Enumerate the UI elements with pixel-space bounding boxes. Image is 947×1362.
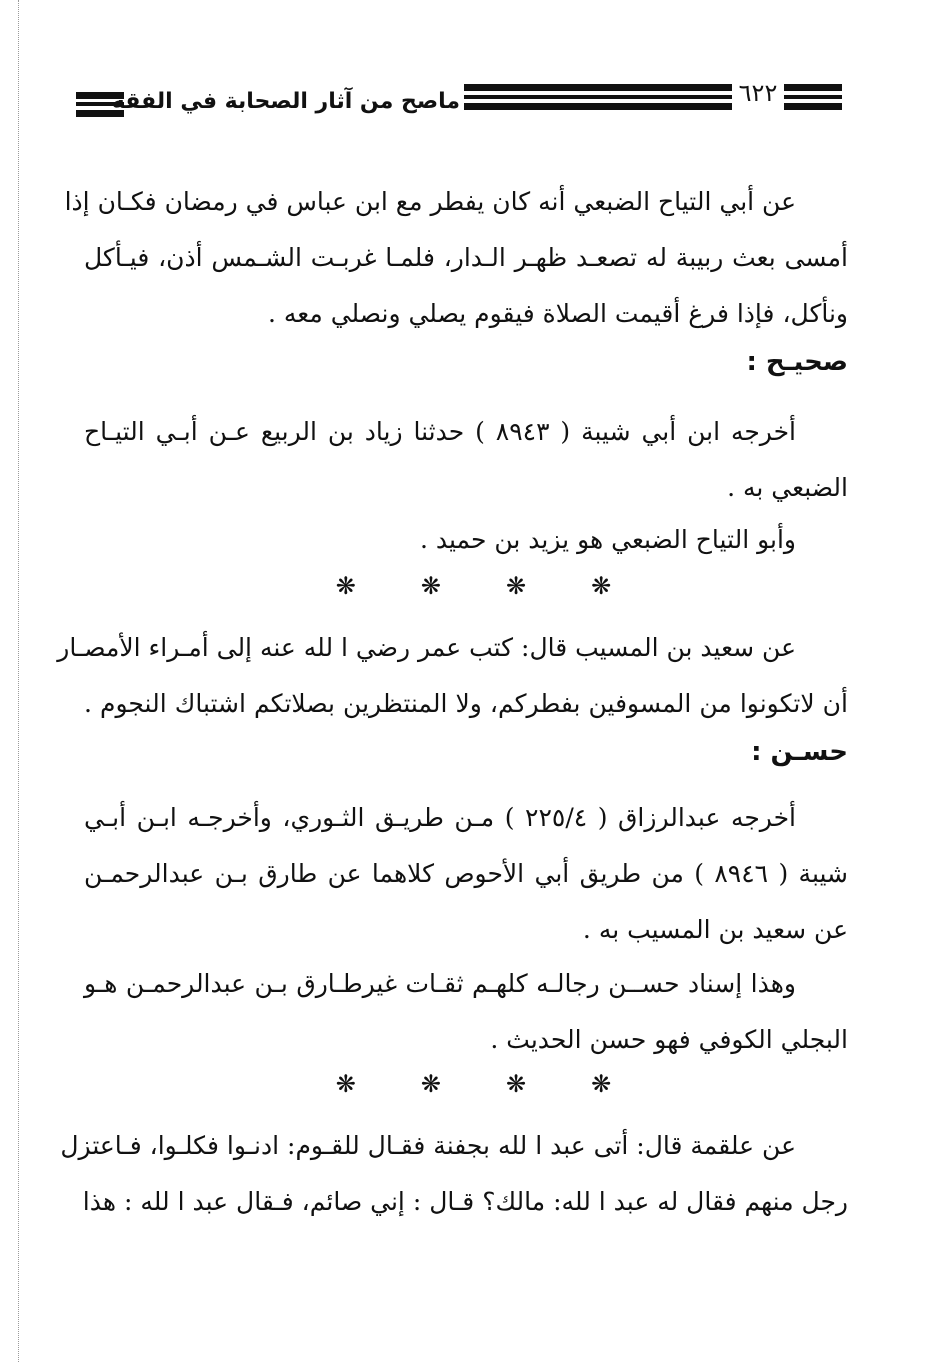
text-line: عن علقمة قال: أتى عبد ا لله بجفنة فقـال للقـوم: ادنـوا فكلـوا، فـاعتزل xyxy=(60,1131,796,1160)
paragraph-narrator-note xyxy=(84,512,848,568)
text-line: ونأكل، فإذا فرغ أقيمت الصلاة فيقوم يصلي ونصلي معه . xyxy=(268,299,848,328)
text-line: البجلي الكوفي فهو حسن الحديث . xyxy=(490,1025,848,1054)
text-line: أخرجه عبدالرزاق ( ٢٢٥/٤ ) مـن طريـق الثـوري، وأخرجـه ابـن أبـي xyxy=(84,803,796,832)
running-header xyxy=(76,72,842,128)
asterism-icon: ❋ xyxy=(505,1070,527,1098)
page-edge-line xyxy=(18,0,19,1362)
asterism-icon: ❋ xyxy=(335,1070,356,1098)
grading-heading-sahih: صحيـح : xyxy=(746,347,848,377)
text-line: عن سعيد بن المسيب قال: كتب عمر رضي ا لله عنه إلى أمـراء الأمصـار xyxy=(57,633,796,662)
asterism-icon: ❋ xyxy=(420,572,441,600)
text-line: الضبعي به . xyxy=(727,473,848,502)
paragraph-takhrij-2 xyxy=(84,790,848,958)
grading-heading-hasan: حسـن : xyxy=(751,737,848,767)
text-line: رجل منهم فقال له عبد ا لله: مالك؟ قـال : إني صائم، فـقال عبد ا لله : هذا xyxy=(82,1187,848,1216)
asterism-icon: ❋ xyxy=(420,1070,441,1098)
section-separator xyxy=(0,1064,947,1104)
header-rule-right xyxy=(784,72,842,128)
header-rule-middle xyxy=(464,72,732,128)
paragraph-isnad-note xyxy=(84,956,848,1068)
paragraph-athar-3 xyxy=(60,1118,848,1230)
asterism-icon: ❋ xyxy=(591,1070,612,1098)
text-line: وهذا إسناد حســن رجالـه كلهـم ثقـات غيرطـارق بـن عبدالرحمـن هـو xyxy=(84,969,796,998)
paragraph-athar-1 xyxy=(64,174,848,342)
section-separator xyxy=(0,566,947,606)
text-line: أمسى بعث ربيبة له تصعـد ظهـر الـدار، فلمـا غربـت الشـمس أذن، فيـأكل xyxy=(84,243,848,272)
asterism-icon: ❋ xyxy=(591,572,612,600)
page-number: ٦٢٢ xyxy=(738,79,778,107)
asterism-icon: ❋ xyxy=(505,572,527,600)
text-line: عن سعيد بن المسيب به . xyxy=(582,915,848,944)
paragraph-takhrij-1 xyxy=(84,404,848,516)
text-line: وأبو التياح الضبعي هو يزيد بن حميد . xyxy=(419,525,796,554)
book-title: ماصح من آثار الصحابة في الفقه xyxy=(111,89,460,114)
text-line: أخرجه ابن أبي شيبة ( ٨٩٤٣ ) حدثنا زياد بن الربيع عـن أبـي التيـاح xyxy=(84,417,796,446)
paragraph-athar-2 xyxy=(57,620,848,732)
asterism-icon: ❋ xyxy=(335,572,356,600)
text-line: شيبة ( ٨٩٤٦ ) من طريق أبي الأحوص كلاهما عن طارق بـن عبدالرحمـن xyxy=(84,859,848,888)
text-line: أن لاتكونوا من المسوفين بفطركم، ولا المنتظرين بصلاتكم اشتباك النجوم . xyxy=(84,689,848,718)
text-line: عن أبي التياح الضبعي أنه كان يفطر مع ابن عباس في رمضان فكـان إذا xyxy=(64,187,796,216)
